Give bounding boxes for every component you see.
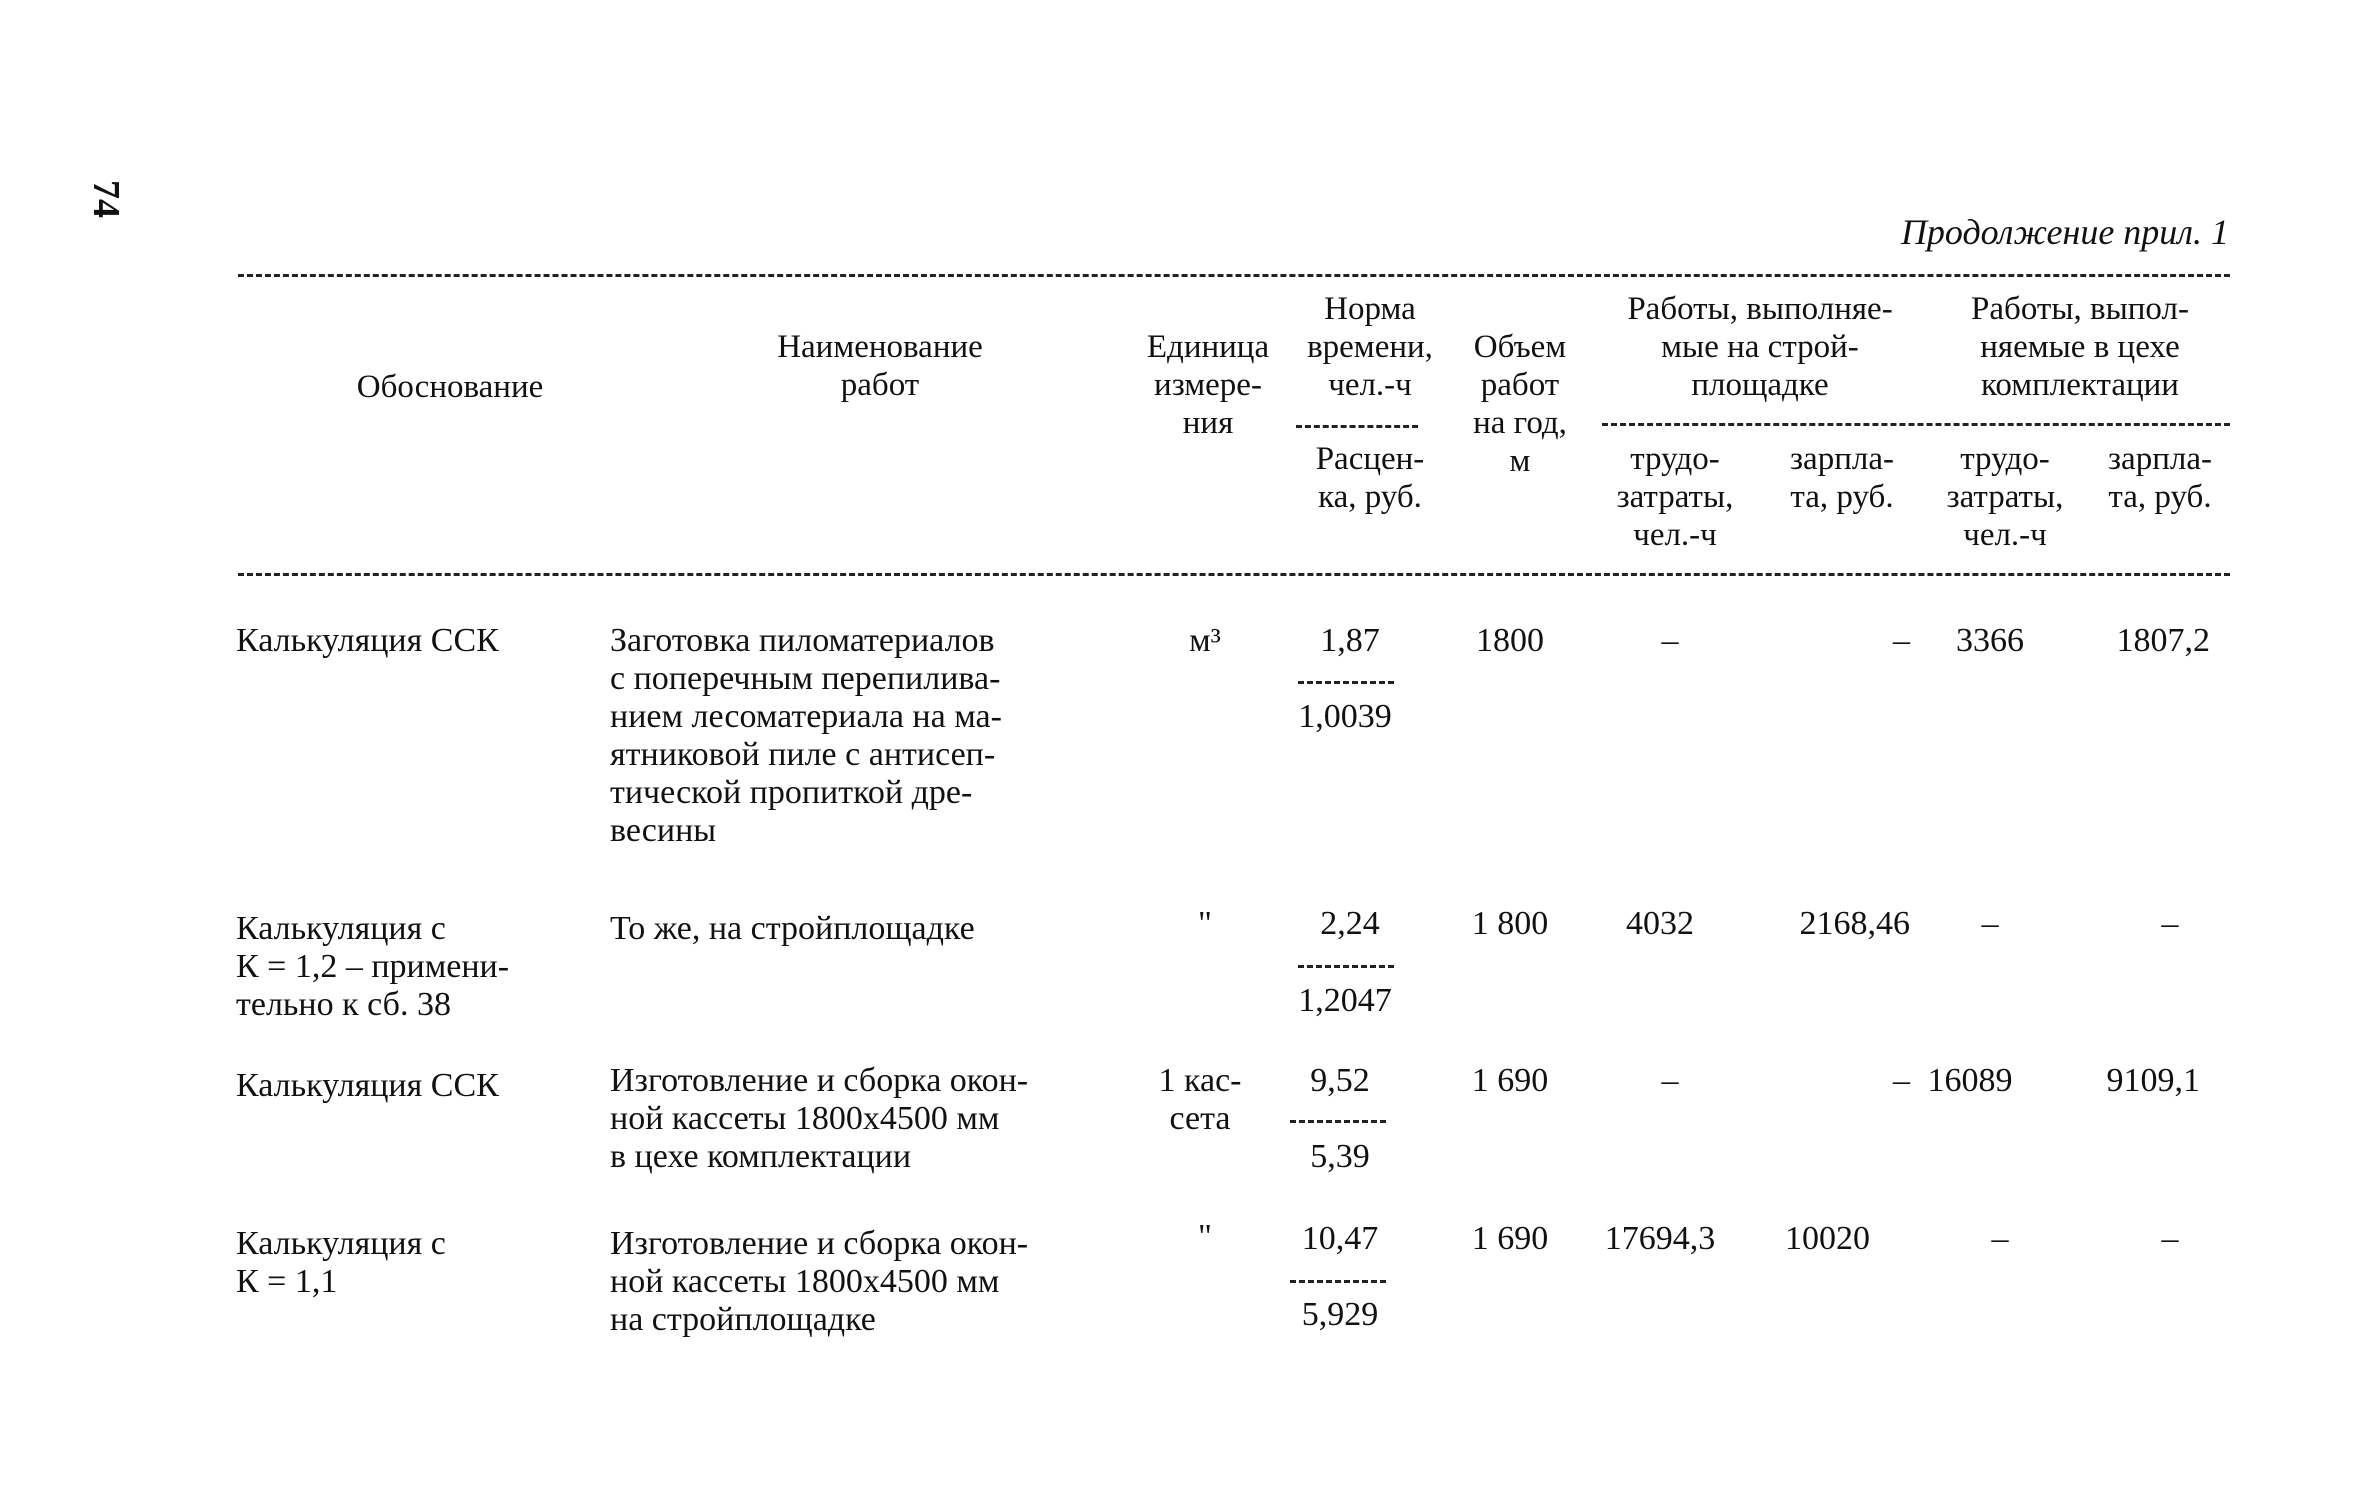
- row-rate: 5,929: [1301, 1296, 1379, 1333]
- row-shop-wage: 1807,2: [2116, 622, 2210, 659]
- row-work-name: Изготовление и сборка окон- ной кассеты 1800х4500 мм на стройплощадке: [610, 1225, 1029, 1338]
- row-site-wage: –: [1893, 622, 1910, 659]
- header-norm-time: Норма времени, чел.-ч: [1307, 291, 1433, 403]
- row-shop-labor: 16089: [1927, 1062, 2013, 1099]
- row-work-name: Изготовление и сборка окон- ной кассеты 1800х4500 мм в цехе комплектации: [610, 1062, 1029, 1175]
- header-work-name: Наименование работ: [777, 329, 983, 403]
- row-unit: 1 кас- сета: [1158, 1062, 1242, 1137]
- row-volume: 1 690: [1471, 1062, 1549, 1099]
- header-site-works: Работы, выполняе- мые на строй- площадке: [1627, 291, 1893, 403]
- row-volume: 1800: [1476, 622, 1544, 659]
- row-norm: 2,24: [1320, 905, 1380, 942]
- row-shop-wage: –: [2161, 905, 2179, 942]
- header-basis: Обоснование: [356, 369, 544, 405]
- header-site-wage: зарпла- та, руб.: [1790, 441, 1894, 515]
- header-rate: Расцен- ка, руб.: [1315, 441, 1425, 515]
- row-shop-wage: 9109,1: [2106, 1062, 2200, 1099]
- row-basis: Калькуляция ССК: [236, 1067, 499, 1104]
- row-unit: ": [1198, 905, 1212, 942]
- row-basis: Калькуляция с К = 1,1: [236, 1225, 446, 1300]
- row-rate: 1,2047: [1298, 982, 1392, 1019]
- row-shop-labor: –: [1981, 905, 1999, 942]
- fraction-line: [1298, 681, 1394, 684]
- row-norm: 10,47: [1301, 1220, 1379, 1257]
- header-volume: Объем работ на год, м: [1473, 329, 1567, 479]
- row-site-labor: –: [1661, 1062, 1679, 1099]
- row-shop-wage: –: [2161, 1220, 2179, 1257]
- row-site-wage: 2168,46: [1799, 905, 1910, 942]
- table-top-rule: [238, 274, 2230, 277]
- row-work-name: То же, на стройплощадке: [610, 910, 975, 947]
- row-norm: 9,52: [1310, 1062, 1370, 1099]
- group-divider: [1602, 423, 2230, 426]
- norm-divider: [1296, 425, 1418, 428]
- row-norm: 1,87: [1320, 622, 1380, 659]
- page-number: 74: [85, 180, 127, 218]
- row-volume: 1 800: [1471, 905, 1549, 942]
- row-unit: м³: [1189, 622, 1221, 659]
- header-shop-wage: зарпла- та, руб.: [2108, 441, 2212, 515]
- row-rate: 1,0039: [1298, 698, 1392, 735]
- fraction-line: [1290, 1120, 1386, 1123]
- row-rate: 5,39: [1310, 1138, 1370, 1175]
- row-unit: ": [1198, 1218, 1212, 1255]
- row-volume: 1 690: [1471, 1220, 1549, 1257]
- fraction-line: [1298, 965, 1394, 968]
- row-site-labor: –: [1661, 622, 1679, 659]
- row-basis: Калькуляция ССК: [236, 622, 499, 659]
- header-shop-works: Работы, выпол- няемые в цехе комплектации: [1971, 291, 2189, 403]
- row-shop-labor: –: [1991, 1220, 2009, 1257]
- row-basis: Калькуляция с К = 1,2 – примени- тельно к сб. 38: [236, 910, 510, 1023]
- row-work-name: Заготовка пиломатериалов с поперечным перепилива- нием лесоматериала на ма- ятниковой пиле с антисеп- тической пропиткой дре- весины: [610, 622, 1002, 849]
- header-unit: Единица измере- ния: [1146, 329, 1270, 441]
- header-bottom-rule: [238, 573, 2230, 576]
- row-site-wage: 10020: [1785, 1220, 1870, 1257]
- row-shop-labor: 3366: [1956, 622, 2024, 659]
- fraction-line: [1290, 1280, 1386, 1283]
- header-site-labor: трудо- затраты, чел.-ч: [1616, 441, 1734, 553]
- row-site-labor: 17694,3: [1604, 1220, 1716, 1257]
- row-site-labor: 4032: [1626, 905, 1694, 942]
- header-shop-labor: трудо- затраты, чел.-ч: [1946, 441, 2064, 553]
- continuation-label: Продолжение прил. 1: [1900, 212, 2229, 252]
- row-site-wage: –: [1893, 1062, 1910, 1099]
